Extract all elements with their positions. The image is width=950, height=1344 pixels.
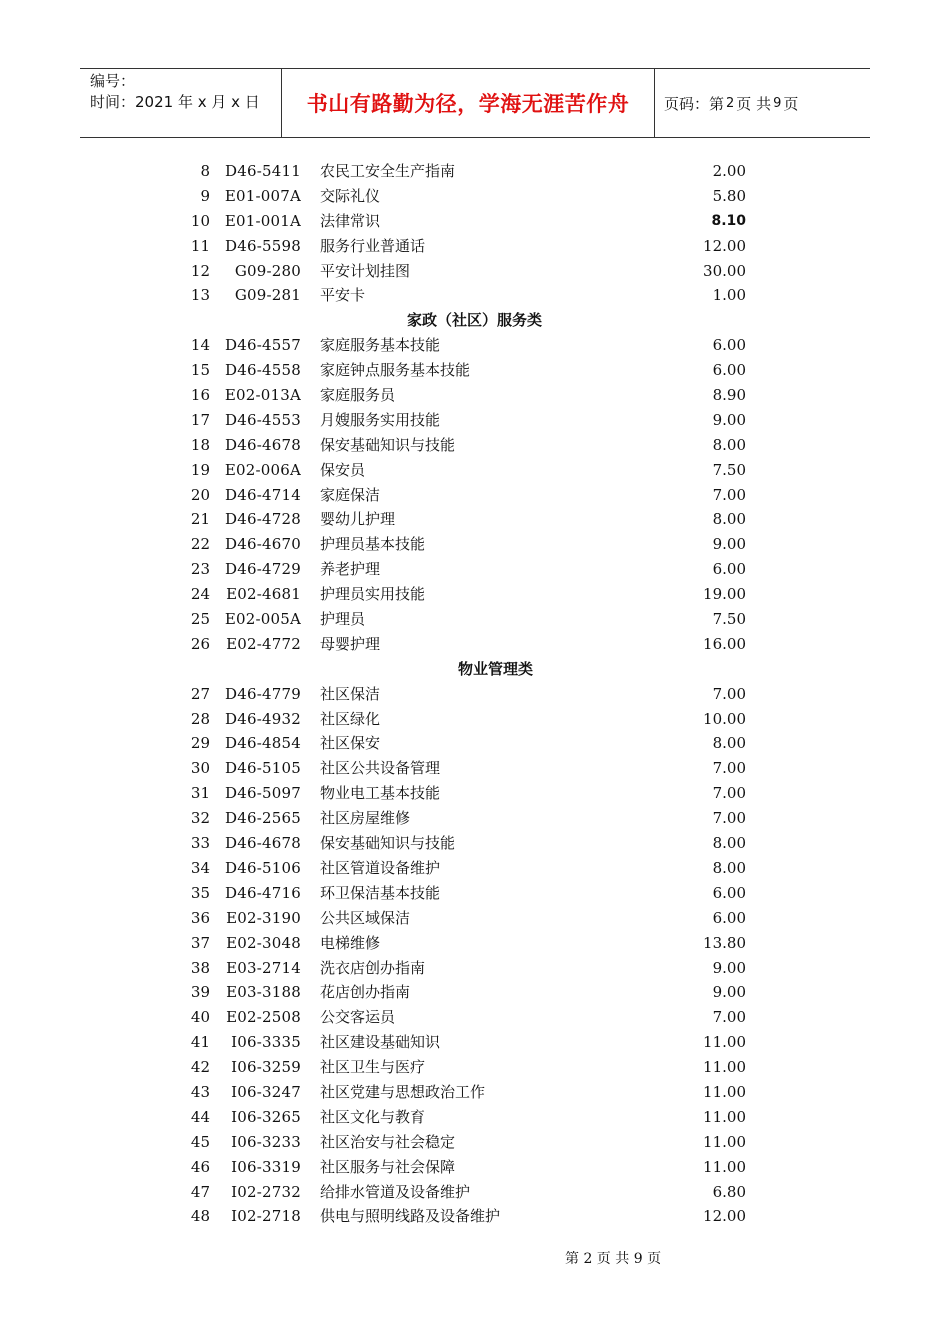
item-code: D46-5097: [225, 784, 301, 803]
table-row: [0, 731, 950, 756]
item-number: 24: [190, 585, 210, 604]
item-code: D46-5106: [225, 858, 301, 877]
item-price: 7.00: [712, 485, 746, 504]
item-code: D46-4678: [225, 435, 301, 454]
item-title: 社区服务与社会保障: [320, 1157, 456, 1176]
item-code: D46-2565: [225, 809, 301, 828]
table-row: [0, 831, 950, 856]
item-title: 社区公共设备管理: [320, 759, 441, 778]
table-row: [0, 1204, 950, 1229]
item-code: D46-4558: [225, 361, 301, 380]
item-code: I06-3335: [231, 1033, 301, 1052]
table-row: [0, 507, 950, 532]
page-total: 9: [773, 95, 782, 111]
table-row: [0, 333, 950, 358]
item-code: D46-4678: [225, 834, 301, 853]
item-code: E02-013A: [224, 386, 301, 405]
item-price: 8.00: [712, 435, 746, 454]
item-price: 7.00: [712, 759, 746, 778]
page-current: 2: [726, 95, 735, 111]
item-title: 保安基础知识与技能: [320, 435, 456, 454]
item-price: 8.10: [711, 212, 746, 229]
item-number: 29: [190, 734, 210, 753]
item-title: 平安卡: [320, 286, 366, 305]
item-price: 11.00: [703, 1132, 746, 1151]
item-number: 39: [190, 983, 210, 1002]
item-number: 31: [190, 784, 210, 803]
item-price: 11.00: [703, 1107, 746, 1126]
date-label: 时间：2021 年 x 月 x 日: [90, 93, 260, 111]
item-code: E02-3048: [226, 933, 301, 952]
item-title: 社区房屋维修: [320, 809, 411, 828]
item-title: 环卫保洁基本技能: [320, 883, 441, 902]
item-price: 8.00: [712, 858, 746, 877]
item-number: 44: [190, 1107, 210, 1126]
table-row: [0, 980, 950, 1005]
table-row: [0, 682, 950, 707]
item-title: 平安计划挂图: [320, 261, 411, 280]
item-title: 家庭钟点服务基本技能: [320, 361, 471, 380]
table-row: [0, 184, 950, 209]
header-motto: 书山有路勤为径，学海无涯苦作舟: [282, 69, 655, 137]
item-number: 43: [190, 1082, 210, 1101]
item-title: 社区党建与思想政治工作: [320, 1082, 486, 1101]
table-row: [0, 1030, 950, 1055]
table-row: [0, 906, 950, 931]
item-title: 家庭服务员: [320, 386, 396, 405]
item-title: 社区文化与教育: [320, 1107, 426, 1126]
item-price: 6.00: [712, 908, 746, 927]
item-title: 社区绿化: [320, 709, 381, 728]
item-code: E03-2714: [226, 958, 301, 977]
item-price: 7.00: [712, 1008, 746, 1027]
item-code: D46-4728: [225, 510, 301, 529]
item-price: 1.00: [712, 286, 746, 305]
item-code: I06-3233: [231, 1132, 301, 1151]
item-code: E03-3188: [226, 983, 301, 1002]
item-number: 28: [190, 709, 210, 728]
item-price: 7.50: [712, 610, 746, 629]
item-number: 22: [190, 535, 210, 554]
item-code: I02-2732: [231, 1182, 301, 1201]
item-number: 15: [190, 361, 210, 380]
item-number: 13: [190, 286, 210, 305]
page-mid: 页 共: [736, 94, 772, 113]
item-title: 社区卫生与医疗: [320, 1058, 426, 1077]
item-price: 9.00: [712, 410, 746, 429]
table-row: [0, 358, 950, 383]
item-number: 18: [190, 435, 210, 454]
table-row: [0, 532, 950, 557]
table-row: [0, 931, 950, 956]
item-code: I02-2718: [231, 1207, 301, 1226]
item-number: 27: [190, 684, 210, 703]
item-number: 11: [190, 236, 210, 255]
header-meta: [80, 69, 282, 137]
page-suffix: 页: [783, 94, 799, 113]
table-row: [0, 209, 950, 234]
item-number: 40: [190, 1008, 210, 1027]
item-price: 7.00: [712, 784, 746, 803]
table-row: [0, 607, 950, 632]
table-row: [0, 956, 950, 981]
table-row: [0, 234, 950, 259]
table-row: [0, 756, 950, 781]
item-code: D46-4729: [225, 560, 301, 579]
table-row: [0, 433, 950, 458]
item-price: 7.00: [712, 809, 746, 828]
table-row: [0, 707, 950, 732]
table-row: [0, 1130, 950, 1155]
section-heading-household: [0, 308, 950, 333]
footer-page-label: 第 2 页 共 9 页: [565, 1251, 662, 1267]
item-code: D46-5598: [225, 236, 301, 255]
item-number: 35: [190, 883, 210, 902]
item-title: 服务行业普通话: [320, 236, 426, 255]
item-number: 25: [190, 610, 210, 629]
item-code: E02-3190: [226, 908, 301, 927]
item-title: 法律常识: [320, 211, 381, 230]
item-number: 19: [190, 460, 210, 479]
item-code: D46-4553: [225, 410, 301, 429]
item-code: E02-4681: [226, 585, 301, 604]
item-title: 物业电工基本技能: [320, 784, 441, 803]
item-number: 9: [200, 186, 210, 205]
item-price: 13.80: [703, 933, 746, 952]
item-code: D46-4779: [225, 684, 301, 703]
item-title: 社区治安与社会稳定: [320, 1132, 456, 1151]
item-code: D46-5411: [225, 162, 301, 180]
table-row: [0, 259, 950, 284]
item-code: I06-3259: [231, 1058, 301, 1077]
item-price: 6.80: [712, 1182, 746, 1201]
item-title: 家庭服务基本技能: [320, 336, 441, 355]
item-number: 21: [190, 510, 210, 529]
item-title: 公共区域保洁: [320, 908, 411, 927]
section-title: 家政（社区）服务类: [407, 311, 543, 330]
item-number: 16: [190, 386, 210, 405]
item-price: 8.90: [712, 386, 746, 405]
item-price: 6.00: [712, 560, 746, 579]
item-price: 16.00: [703, 634, 746, 653]
item-code: I06-3319: [231, 1157, 301, 1176]
table-row: [0, 483, 950, 508]
item-title: 护理员基本技能: [320, 535, 426, 554]
item-price: 7.00: [712, 684, 746, 703]
item-number: 30: [190, 759, 210, 778]
item-price: 8.00: [712, 834, 746, 853]
code-label: 编号：: [90, 72, 136, 90]
item-title: 家庭保洁: [320, 485, 381, 504]
book-list: [0, 159, 950, 1229]
item-code: D46-5105: [225, 759, 301, 778]
table-row: [0, 856, 950, 881]
item-number: 36: [190, 908, 210, 927]
section-heading-property: [0, 657, 950, 682]
item-number: 41: [190, 1033, 210, 1052]
item-code: E01-007A: [224, 186, 301, 205]
item-price: 12.00: [703, 236, 746, 255]
item-title: 母婴护理: [320, 634, 381, 653]
item-number: 33: [190, 834, 210, 853]
item-title: 保安基础知识与技能: [320, 834, 456, 853]
item-code: D46-4670: [225, 535, 301, 554]
item-code: D46-4854: [225, 734, 301, 753]
table-row: [0, 781, 950, 806]
item-title: 电梯维修: [320, 933, 381, 952]
item-price: 6.00: [712, 883, 746, 902]
item-number: 46: [190, 1157, 210, 1176]
table-row: [0, 632, 950, 657]
item-code: D46-4714: [225, 485, 301, 504]
table-row: [0, 283, 950, 308]
item-title: 公交客运员: [320, 1008, 396, 1027]
item-title: 社区管道设备维护: [320, 858, 441, 877]
item-price: 11.00: [703, 1082, 746, 1101]
table-row: [0, 1080, 950, 1105]
item-number: 23: [190, 560, 210, 579]
item-code: E02-4772: [226, 634, 301, 653]
item-number: 47: [190, 1182, 210, 1201]
item-number: 45: [190, 1132, 210, 1151]
table-row: [0, 881, 950, 906]
item-title: 养老护理: [320, 560, 381, 579]
item-price: 9.00: [712, 983, 746, 1002]
item-number: 48: [190, 1207, 210, 1226]
item-code: G09-280: [234, 261, 301, 280]
header-page-number: [655, 69, 870, 137]
table-row: [0, 1105, 950, 1130]
item-title: 保安员: [320, 460, 366, 479]
item-price: 5.80: [712, 186, 746, 205]
table-row: [0, 806, 950, 831]
item-title: 农民工安全生产指南: [320, 162, 456, 180]
table-row: [0, 1005, 950, 1030]
item-code: D46-4557: [225, 336, 301, 355]
item-title: 交际礼仪: [320, 186, 381, 205]
table-row: [0, 1055, 950, 1080]
item-number: 37: [190, 933, 210, 952]
item-price: 2.00: [712, 162, 746, 180]
item-title: 护理员实用技能: [320, 585, 426, 604]
item-price: 11.00: [703, 1033, 746, 1052]
item-price: 10.00: [703, 709, 746, 728]
item-title: 社区保安: [320, 734, 381, 753]
item-price: 11.00: [703, 1157, 746, 1176]
item-title: 月嫂服务实用技能: [320, 410, 441, 429]
item-number: 10: [190, 211, 210, 230]
item-number: 14: [190, 336, 210, 355]
item-price: 6.00: [712, 336, 746, 355]
item-code: E02-006A: [224, 460, 301, 479]
item-price: 7.50: [712, 460, 746, 479]
item-price: 9.00: [712, 535, 746, 554]
table-row: [0, 1180, 950, 1205]
item-price: 6.00: [712, 361, 746, 380]
item-title: 洗衣店创办指南: [320, 958, 426, 977]
item-title: 社区保洁: [320, 684, 381, 703]
table-row: [0, 582, 950, 607]
table-row: [0, 408, 950, 433]
item-number: 42: [190, 1058, 210, 1077]
table-row: [0, 159, 950, 184]
item-price: 30.00: [703, 261, 746, 280]
item-number: 32: [190, 809, 210, 828]
item-code: G09-281: [234, 286, 301, 305]
item-title: 供电与照明线路及设备维护: [320, 1207, 501, 1226]
item-title: 花店创办指南: [320, 983, 411, 1002]
page-header: [80, 68, 870, 138]
page-prefix: 页码：第: [664, 94, 725, 113]
item-title: 婴幼儿护理: [320, 510, 396, 529]
table-row: [0, 1155, 950, 1180]
item-price: 19.00: [703, 585, 746, 604]
item-price: 12.00: [703, 1207, 746, 1226]
table-row: [0, 383, 950, 408]
item-code: D46-4716: [225, 883, 301, 902]
section-title: 物业管理类: [458, 659, 534, 678]
item-price: 11.00: [703, 1058, 746, 1077]
item-title: 社区建设基础知识: [320, 1033, 441, 1052]
item-title: 给排水管道及设备维护: [320, 1182, 471, 1201]
item-number: 20: [190, 485, 210, 504]
item-title: 护理员: [320, 610, 366, 629]
item-code: I06-3265: [231, 1107, 301, 1126]
item-number: 12: [190, 261, 210, 280]
item-code: E01-001A: [224, 211, 301, 230]
table-row: [0, 458, 950, 483]
item-number: 38: [190, 958, 210, 977]
table-row: [0, 557, 950, 582]
item-code: E02-2508: [226, 1008, 301, 1027]
item-code: I06-3247: [231, 1082, 301, 1101]
item-number: 8: [200, 162, 210, 180]
item-number: 26: [190, 634, 210, 653]
item-code: E02-005A: [224, 610, 301, 629]
item-price: 8.00: [712, 510, 746, 529]
item-number: 17: [190, 410, 210, 429]
item-price: 8.00: [712, 734, 746, 753]
item-number: 34: [190, 858, 210, 877]
item-price: 9.00: [712, 958, 746, 977]
item-code: D46-4932: [225, 709, 301, 728]
